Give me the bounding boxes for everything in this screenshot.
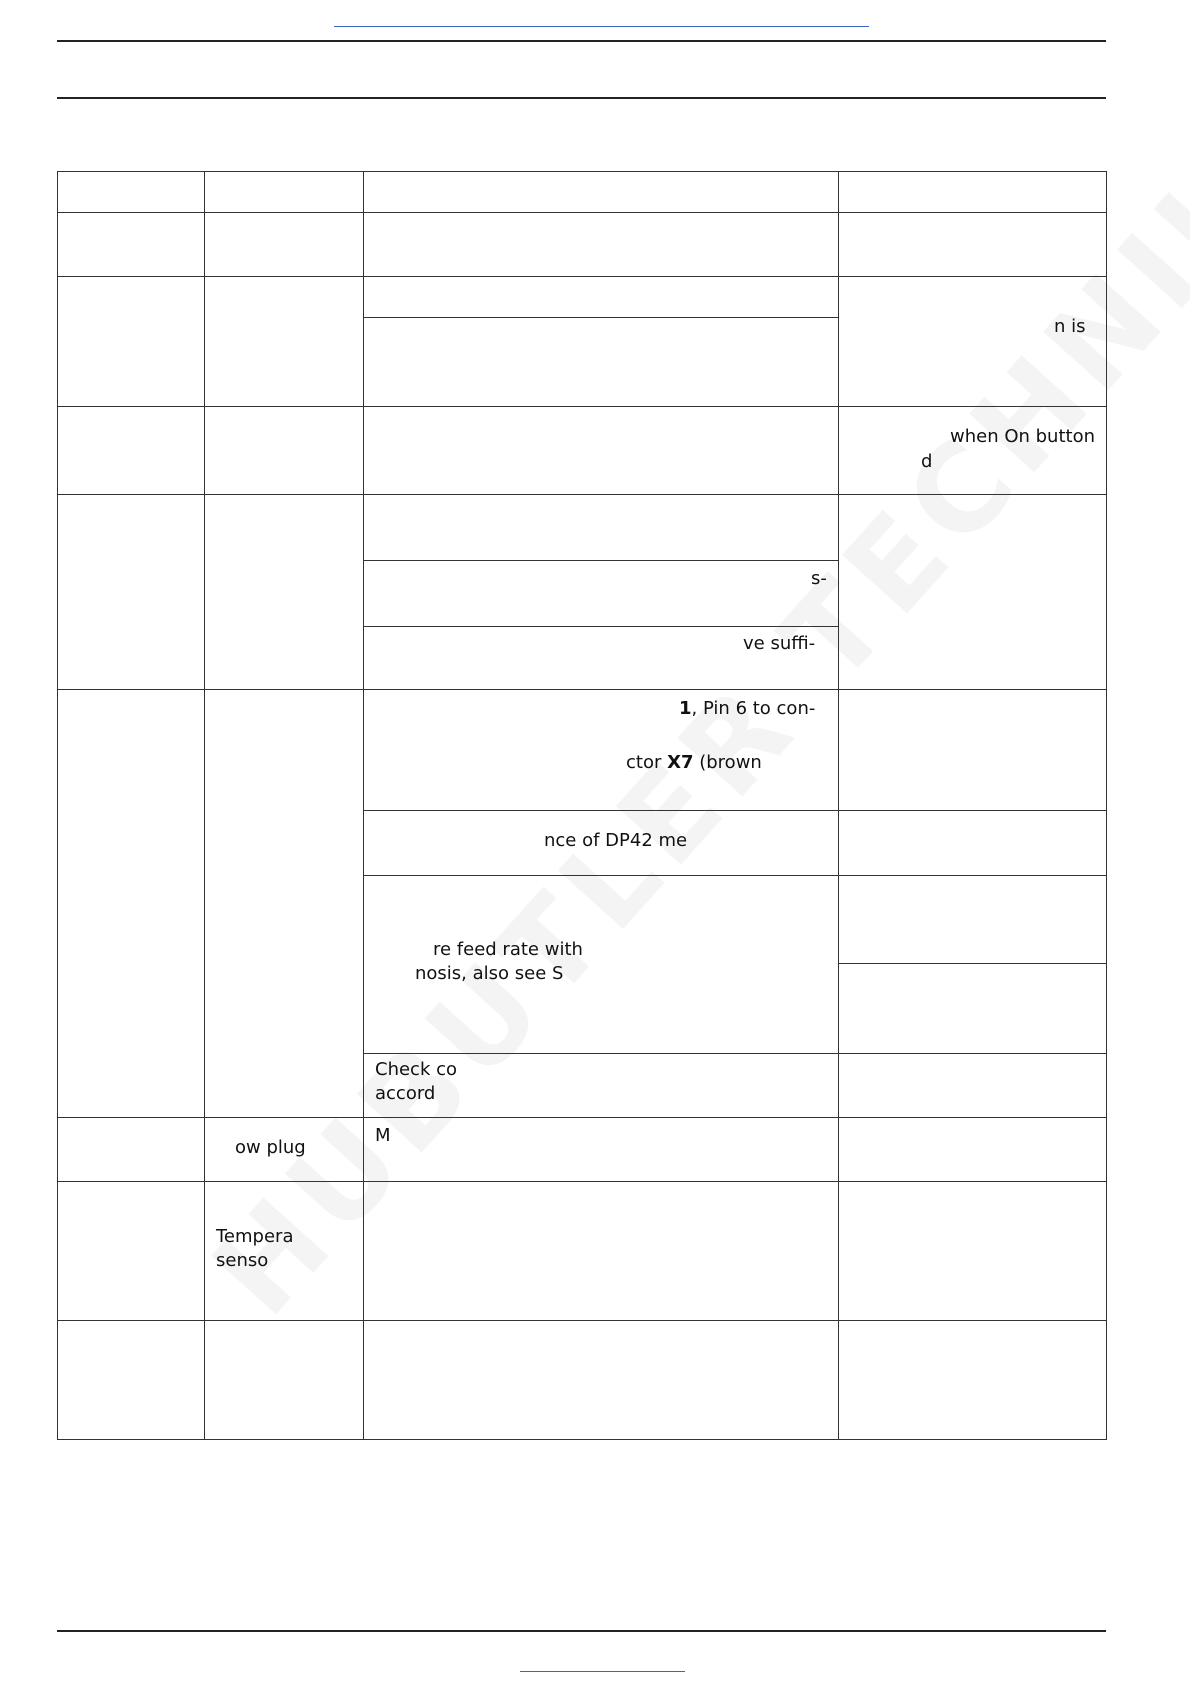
cell-text: M (375, 1125, 391, 1146)
troubleshooting-table (57, 171, 1107, 1440)
table-row-divider (57, 1181, 1107, 1182)
table-row-divider (57, 494, 1107, 495)
cell-text: senso (216, 1250, 269, 1271)
subrow-divider (363, 810, 1107, 811)
cell-text-part: ctor (626, 752, 668, 773)
table-row-divider (57, 1320, 1107, 1321)
footer-rule (57, 1630, 1106, 1632)
cell-text-part: , Pin 6 to con- (691, 698, 816, 719)
table-row-divider (57, 276, 1107, 277)
subrow-divider (363, 875, 1107, 876)
footer-link-underline[interactable] (520, 1671, 685, 1672)
subrow-divider (363, 626, 838, 627)
cell-text: ow plug (235, 1137, 306, 1158)
header-rule-bottom (57, 97, 1106, 99)
cell-text: s- (811, 568, 827, 589)
cell-text: re feed rate with (433, 939, 583, 960)
cell-text-bold: 1 (679, 698, 692, 719)
cell-text: ve suffi- (743, 633, 816, 654)
subrow-divider (363, 317, 838, 318)
cell-text: Tempera (216, 1226, 294, 1247)
header-link-underline[interactable] (334, 26, 869, 27)
table-row-divider (57, 1117, 1107, 1118)
subrow-divider (363, 560, 838, 561)
cell-text: d (921, 451, 933, 472)
cell-text: nosis, also see S (415, 963, 564, 984)
table-row-divider (57, 689, 1107, 690)
cell-text (626, 751, 762, 775)
cell-text: when On button (950, 426, 1096, 447)
cell-text-bold: X7 (667, 752, 694, 773)
header-rule-top (57, 40, 1106, 42)
subrow-divider (363, 1053, 1107, 1054)
cell-text: accord (375, 1083, 436, 1104)
cell-text (679, 697, 815, 721)
cell-text: nce of DP42 me (544, 830, 688, 851)
column-divider (204, 171, 205, 1440)
column-divider (838, 171, 839, 1440)
cell-text: Check co (375, 1059, 458, 1080)
cell-text-part: (brown (693, 752, 762, 773)
table-row-divider (57, 212, 1107, 213)
subrow-divider (838, 963, 1107, 964)
cell-text: n is (1054, 316, 1086, 337)
table-row-divider (57, 406, 1107, 407)
column-divider (363, 171, 364, 1440)
